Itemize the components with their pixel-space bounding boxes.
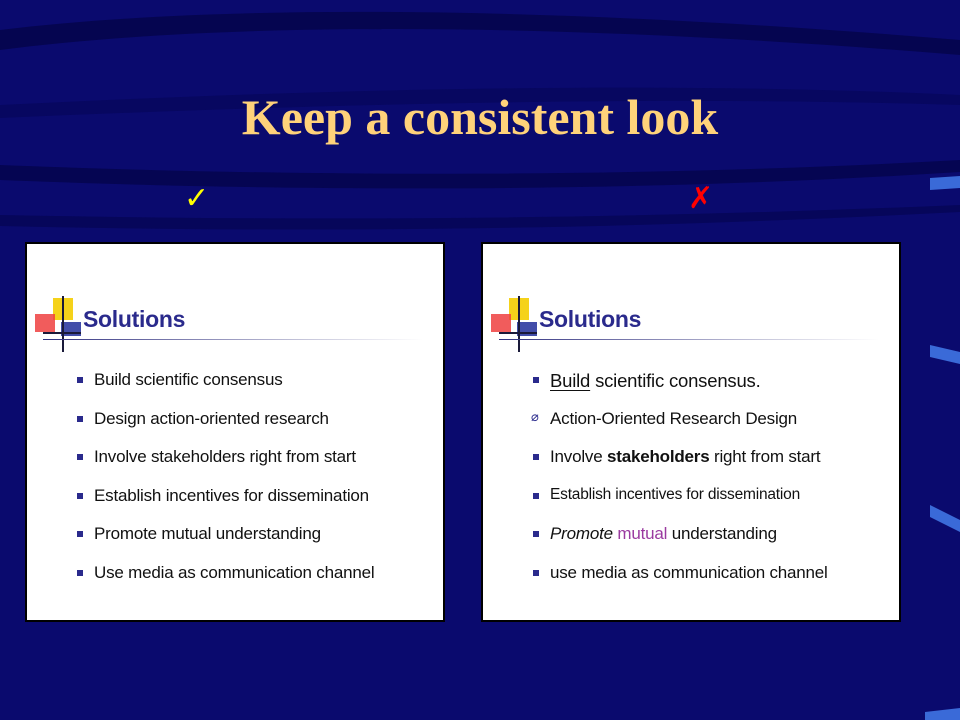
square-bullet-icon bbox=[533, 531, 539, 537]
square-bullet-icon bbox=[77, 570, 83, 576]
bad-example-panel: Solutions Build scientific consensus. ⌀ Action-Oriented Research Design Involve stakeholders right from start Establish incentives for dissemination Promote mutual understanding use media as communication channel bbox=[481, 242, 901, 622]
square-bullet-icon bbox=[533, 493, 539, 499]
slashed-circle-bullet-icon: ⌀ bbox=[531, 409, 539, 425]
square-bullet-icon bbox=[77, 416, 83, 422]
square-bullet-icon bbox=[533, 570, 539, 576]
square-bullet-icon bbox=[77, 454, 83, 460]
square-bullet-icon bbox=[533, 454, 539, 460]
square-bullet-icon bbox=[77, 493, 83, 499]
panel-heading: Solutions bbox=[83, 306, 186, 332]
slide-title: Keep a consistent look bbox=[241, 89, 719, 145]
square-bullet-icon bbox=[533, 377, 539, 383]
check-icon: ✓ bbox=[184, 181, 210, 216]
cross-icon: ✗ bbox=[688, 181, 714, 216]
underlined-word: Build bbox=[550, 370, 591, 391]
heading-underline bbox=[499, 339, 879, 340]
solutions-logo-icon bbox=[33, 292, 81, 356]
square-bullet-icon bbox=[77, 531, 83, 537]
good-example-panel: Solutions Build scientific consensus Design action-oriented research Involve stakeholders right from start Establish incentives for dissemination Promote mutual understanding Use media as communication channel bbox=[25, 242, 445, 622]
panel-heading: Solutions bbox=[539, 306, 642, 332]
solutions-logo-icon bbox=[489, 292, 537, 356]
square-bullet-icon bbox=[77, 377, 83, 383]
heading-underline bbox=[43, 339, 423, 340]
